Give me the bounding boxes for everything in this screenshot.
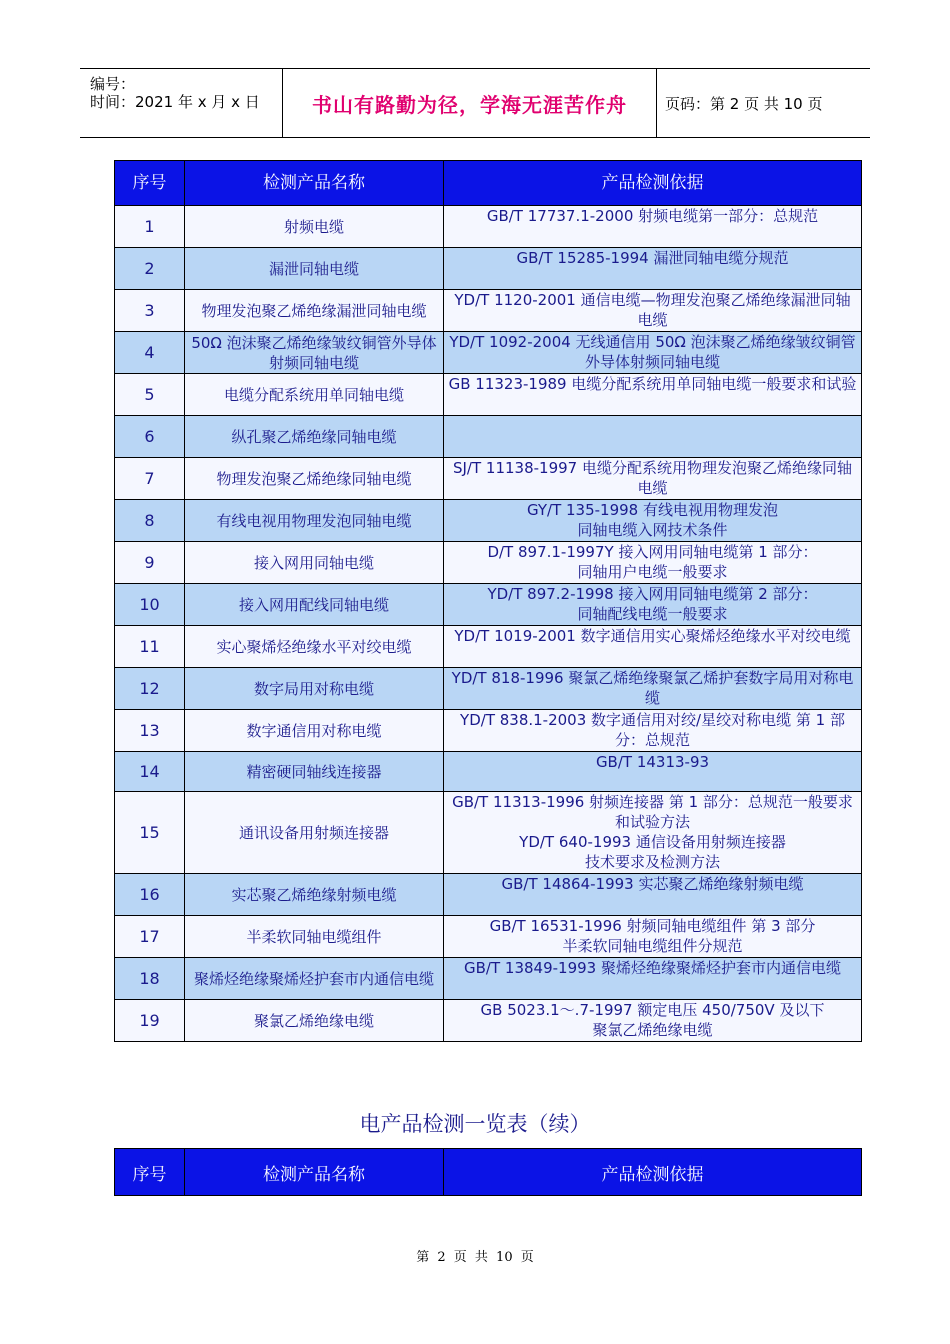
row-number: 18 [115,958,185,1000]
product-name: 实心聚烯烃绝缘水平对绞电缆 [185,626,444,668]
table-row [115,668,862,710]
table-row [115,500,862,542]
table-row [115,458,862,500]
basis-line: GB/T 16531-1996 射频同轴电缆组件 第 3 部分 [489,917,816,935]
table-row [115,626,862,668]
row-number: 19 [115,1000,185,1042]
row-number: 11 [115,626,185,668]
basis-line: GB/T 14864-1993 实芯聚乙烯绝缘射频电缆 [501,875,804,893]
inspection-basis [444,416,862,458]
product-name: 物理发泡聚乙烯绝缘漏泄同轴电缆 [185,290,444,332]
inspection-basis [444,290,862,332]
row-number: 17 [115,916,185,958]
product-name: 数字通信用对称电缆 [185,710,444,752]
table-row [115,332,862,374]
table-row [115,584,862,626]
basis-line: YD/T 818-1996 聚氯乙烯绝缘聚氯乙烯护套数字局用对称电缆 [451,669,854,707]
row-number: 10 [115,584,185,626]
table-row [115,752,862,792]
product-name: 50Ω 泡沫聚乙烯绝缘皱纹铜管外导体射频同轴电缆 [185,332,444,374]
table-row [115,958,862,1000]
inspection-basis [444,248,862,290]
product-name: 射频电缆 [185,206,444,248]
basis-line: YD/T 1092-2004 无线通信用 50Ω 泡沫聚乙烯绝缘皱纹铜管外导体射频同轴电缆 [449,333,856,371]
inspection-basis [444,874,862,916]
row-number: 13 [115,710,185,752]
number-label: 编号： [90,75,136,93]
table-row [115,792,862,874]
page-header [80,68,870,138]
inspection-basis [444,626,862,668]
inspection-basis [444,206,862,248]
basis-line: 同轴电缆入网技术条件 [577,521,728,539]
row-number: 4 [115,332,185,374]
row-number: 7 [115,458,185,500]
basis-line: 技术要求及检测方法 [584,853,720,871]
column-header-product: 检测产品名称 [185,161,444,206]
inspection-basis [444,752,862,792]
inspection-basis [444,542,862,584]
time-label: 时间：2021 年 x 月 x 日 [90,93,260,111]
table-row [115,916,862,958]
basis-line: GB 11323-1989 电缆分配系统用单同轴电缆一般要求和试验 [448,375,857,393]
product-name: 纵孔聚乙烯绝缘同轴电缆 [185,416,444,458]
continuation-header-number: 序号 [115,1149,185,1196]
product-name: 聚氯乙烯绝缘电缆 [185,1000,444,1042]
page-info: 页码：第 2 页 共 10 页 [665,94,823,113]
table-row [115,874,862,916]
basis-line: GB 5023.1～.7-1997 额定电压 450/750V 及以下 [480,1001,825,1019]
continuation-table [114,1148,862,1196]
page-footer: 第 2 页 共 10 页 [416,1250,534,1265]
row-number: 3 [115,290,185,332]
row-number: 8 [115,500,185,542]
row-number: 16 [115,874,185,916]
product-name: 实芯聚乙烯绝缘射频电缆 [185,874,444,916]
header-right-cell [657,69,870,137]
basis-line: YD/T 838.1-2003 数字通信用对绞/星绞对称电缆 第 1 部分：总规范 [460,711,845,749]
product-name: 通讯设备用射频连接器 [185,792,444,874]
column-header-basis: 产品检测依据 [444,161,862,206]
basis-line: GB/T 14313-93 [595,753,710,771]
inspection-table [114,160,862,1042]
header-center-cell [283,69,657,137]
basis-line: YD/T 1019-2001 数字通信用实心聚烯烃绝缘水平对绞电缆 [454,627,851,645]
product-name: 物理发泡聚乙烯绝缘同轴电缆 [185,458,444,500]
basis-line: GB/T 13849-1993 聚烯烃绝缘聚烯烃护套市内通信电缆 [464,959,841,977]
inspection-basis [444,958,862,1000]
table-row [115,374,862,416]
continuation-header-row [115,1149,862,1196]
inspection-basis [444,710,862,752]
product-name: 电缆分配系统用单同轴电缆 [185,374,444,416]
header-motto: 书山有路勤为径，学海无涯苦作舟 [312,92,627,117]
row-number: 6 [115,416,185,458]
row-number: 1 [115,206,185,248]
header-left-cell [80,69,283,137]
table-body [115,206,862,1042]
table-row [115,248,862,290]
product-name: 聚烯烃绝缘聚烯烃护套市内通信电缆 [185,958,444,1000]
product-name: 漏泄同轴电缆 [185,248,444,290]
basis-line: GY/T 135-1998 有线电视用物理发泡 [526,501,778,519]
section-title: 电产品检测一览表（续） [359,1112,591,1136]
column-header-number: 序号 [115,161,185,206]
inspection-basis [444,458,862,500]
product-name: 接入网用配线同轴电缆 [185,584,444,626]
table-row [115,1000,862,1042]
table-row [115,542,862,584]
inspection-basis [444,584,862,626]
product-name: 精密硬同轴线连接器 [185,752,444,792]
basis-line: D/T 897.1-1997Y 接入网用同轴电缆第 1 部分： [487,543,818,561]
table-row [115,206,862,248]
basis-line: 同轴用户电缆一般要求 [577,563,728,581]
inspection-basis [444,332,862,374]
basis-line: GB/T 15285-1994 漏泄同轴电缆分规范 [516,249,789,267]
row-number: 12 [115,668,185,710]
basis-line: 聚氯乙烯绝缘电缆 [592,1021,713,1039]
basis-line: GB/T 11313-1996 射频连接器 第 1 部分：总规范一般要求和试验方法 [452,793,853,831]
row-number: 9 [115,542,185,584]
product-name: 半柔软同轴电缆组件 [185,916,444,958]
basis-line: 同轴配线电缆一般要求 [577,605,728,623]
basis-line: 半柔软同轴电缆组件分规范 [562,937,743,955]
inspection-basis [444,500,862,542]
table-row [115,710,862,752]
inspection-basis [444,374,862,416]
inspection-basis [444,792,862,874]
basis-line: YD/T 1120-2001 通信电缆—物理发泡聚乙烯绝缘漏泄同轴电缆 [454,291,851,329]
row-number: 14 [115,752,185,792]
table-row [115,290,862,332]
inspection-basis [444,916,862,958]
row-number: 5 [115,374,185,416]
inspection-basis [444,1000,862,1042]
product-name: 接入网用同轴电缆 [185,542,444,584]
continuation-header-product: 检测产品名称 [185,1149,444,1196]
table-header-row [115,161,862,206]
basis-line: YD/T 640-1993 通信设备用射频连接器 [519,833,786,851]
basis-line: SJ/T 11138-1997 电缆分配系统用物理发泡聚乙烯绝缘同轴电缆 [452,459,852,497]
inspection-basis [444,668,862,710]
table-row [115,416,862,458]
product-name: 数字局用对称电缆 [185,668,444,710]
product-name: 有线电视用物理发泡同轴电缆 [185,500,444,542]
continuation-header-basis: 产品检测依据 [444,1149,862,1196]
row-number: 2 [115,248,185,290]
basis-line: GB/T 17737.1-2000 射频电缆第一部分：总规范 [486,207,819,225]
basis-line: YD/T 897.2-1998 接入网用同轴电缆第 2 部分： [487,585,818,603]
row-number: 15 [115,792,185,874]
